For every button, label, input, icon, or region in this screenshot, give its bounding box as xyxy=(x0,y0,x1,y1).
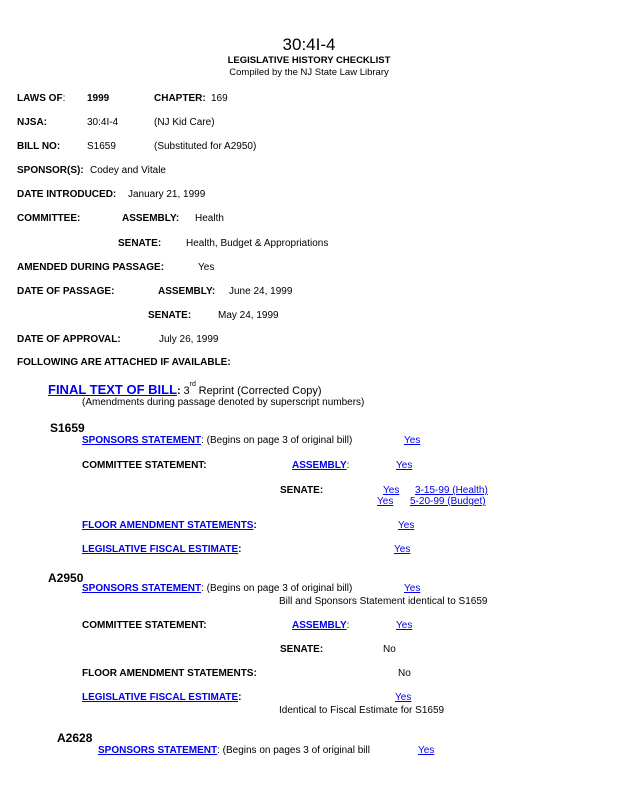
committee-assembly-value: Health xyxy=(195,213,224,224)
laws-of-row xyxy=(17,94,65,104)
committee-label: COMMITTEE: xyxy=(17,213,81,224)
sponsors-label: SPONSOR(S): xyxy=(17,165,84,176)
committee-assembly-label: ASSEMBLY: xyxy=(122,213,180,224)
s1659-floor-yes-link[interactable]: Yes xyxy=(398,520,415,531)
passage-senate-value: May 24, 1999 xyxy=(218,310,279,321)
s1659-sponsors-row xyxy=(82,436,352,446)
passage-senate-label: SENATE: xyxy=(148,310,192,321)
document-title: 30:4I-4 xyxy=(282,35,336,54)
s1659-senate-date-1-link[interactable]: 3-15-99 (Health) xyxy=(415,485,488,496)
amended-value: Yes xyxy=(198,262,215,273)
s1659-sponsors-link[interactable]: SPONSORS STATEMENT xyxy=(82,435,202,446)
a2950-committee-label: COMMITTEE STATEMENT: xyxy=(82,620,207,631)
a2950-floor-label: FLOOR AMENDMENT STATEMENTS: xyxy=(82,668,257,679)
a2950-fiscal-link[interactable]: LEGISLATIVE FISCAL ESTIMATE xyxy=(82,692,239,703)
a2628-sponsors-row xyxy=(98,746,370,756)
laws-of-colon: : xyxy=(62,93,66,104)
s1659-heading: S1659 xyxy=(50,421,85,435)
a2628-sponsors-yes-link[interactable]: Yes xyxy=(418,745,435,756)
date-introduced-value: January 21, 1999 xyxy=(128,189,206,200)
date-of-approval-label: DATE OF APPROVAL: xyxy=(17,334,121,345)
a2950-sponsors-row xyxy=(82,584,352,594)
a2628-sponsors-link[interactable]: SPONSORS STATEMENT xyxy=(98,745,218,756)
a2950-fiscal-yes-link[interactable]: Yes xyxy=(395,692,412,703)
chapter-label: CHAPTER: xyxy=(154,93,206,104)
final-text-row xyxy=(48,383,322,397)
s1659-fiscal-link[interactable]: LEGISLATIVE FISCAL ESTIMATE xyxy=(82,544,239,555)
a2950-assembly-colon: : xyxy=(346,620,350,631)
s1659-fiscal-row xyxy=(82,545,241,555)
a2950-assembly-link[interactable]: ASSEMBLY xyxy=(292,620,347,631)
committee-senate-value: Health, Budget & Appropriations xyxy=(186,238,329,249)
passage-assembly-value: June 24, 1999 xyxy=(229,286,293,297)
laws-of-value: 1999 xyxy=(87,93,110,104)
a2628-heading: A2628 xyxy=(57,731,93,745)
njsa-label: NJSA: xyxy=(17,117,48,128)
njsa-value: 30:4I-4 xyxy=(87,117,119,128)
a2950-identical-note: Bill and Sponsors Statement identical to S1659 xyxy=(279,596,488,607)
s1659-sponsors-yes-link[interactable]: Yes xyxy=(404,435,421,446)
final-text-note: (Amendments during passage denoted by superscript numbers) xyxy=(82,397,365,408)
a2950-heading: A2950 xyxy=(48,571,84,585)
passage-assembly-label: ASSEMBLY: xyxy=(158,286,216,297)
a2950-assembly-row xyxy=(292,621,349,631)
reprint-number: 3rd xyxy=(183,381,196,397)
a2950-fiscal-row xyxy=(82,693,241,703)
a2950-fiscal-identical-note: Identical to Fiscal Estimate for S1659 xyxy=(279,705,445,716)
laws-of-label: LAWS OF xyxy=(17,93,63,104)
s1659-senate-date-2-link[interactable]: 5-20-99 (Budget) xyxy=(410,496,486,507)
bill-no-value: S1659 xyxy=(87,141,116,152)
s1659-senate-yes-2-link[interactable]: Yes xyxy=(377,496,394,507)
a2950-senate-value: No xyxy=(383,644,396,655)
final-text-link[interactable]: FINAL TEXT OF BILL xyxy=(48,382,178,397)
final-text-colon: : xyxy=(177,385,181,397)
s1659-floor-row xyxy=(82,521,257,531)
amended-label: AMENDED DURING PASSAGE: xyxy=(17,262,165,273)
a2950-sponsors-note: : (Begins on page 3 of original bill) xyxy=(201,583,353,594)
s1659-floor-link[interactable]: FLOOR AMENDMENT STATEMENTS xyxy=(82,520,254,531)
a2950-assembly-yes-link[interactable]: Yes xyxy=(396,620,413,631)
bill-no-note: (Substituted for A2950) xyxy=(154,141,257,152)
s1659-assembly-link[interactable]: ASSEMBLY xyxy=(292,460,347,471)
s1659-assembly-yes-link[interactable]: Yes xyxy=(396,460,413,471)
s1659-fiscal-colon: : xyxy=(238,544,242,555)
a2950-floor-value: No xyxy=(398,668,411,679)
a2628-sponsors-note: : (Begins on pages 3 of original bill xyxy=(217,745,370,756)
s1659-senate-label: SENATE: xyxy=(280,485,324,496)
s1659-floor-colon: : xyxy=(253,520,257,531)
s1659-assembly-colon: : xyxy=(346,460,350,471)
reprint-text: Reprint (Corrected Copy) xyxy=(198,385,322,397)
date-introduced-label: DATE INTRODUCED: xyxy=(17,189,117,200)
a2950-fiscal-colon: : xyxy=(238,692,242,703)
a2950-sponsors-link[interactable]: SPONSORS STATEMENT xyxy=(82,583,202,594)
a2950-sponsors-yes-link[interactable]: Yes xyxy=(404,583,421,594)
bill-no-label: BILL NO: xyxy=(17,141,61,152)
s1659-assembly-row xyxy=(292,461,349,471)
document-subtitle: LEGISLATIVE HISTORY CHECKLIST xyxy=(227,55,391,66)
s1659-fiscal-yes-link[interactable]: Yes xyxy=(394,544,411,555)
sponsors-value: Codey and Vitale xyxy=(90,165,166,176)
attached-heading: FOLLOWING ARE ATTACHED IF AVAILABLE: xyxy=(17,357,231,368)
chapter-value: 169 xyxy=(211,93,228,104)
s1659-committee-label: COMMITTEE STATEMENT: xyxy=(82,460,207,471)
s1659-sponsors-note: : (Begins on page 3 of original bill) xyxy=(201,435,353,446)
a2950-senate-label: SENATE: xyxy=(280,644,324,655)
committee-senate-label: SENATE: xyxy=(118,238,162,249)
date-of-approval-value: July 26, 1999 xyxy=(159,334,219,345)
date-of-passage-label: DATE OF PASSAGE: xyxy=(17,286,115,297)
reprint-ordinal: rd xyxy=(189,381,196,388)
njsa-note: (NJ Kid Care) xyxy=(154,117,215,128)
s1659-senate-yes-1-link[interactable]: Yes xyxy=(383,485,400,496)
compiled-by: Compiled by the NJ State Law Library xyxy=(229,67,389,78)
